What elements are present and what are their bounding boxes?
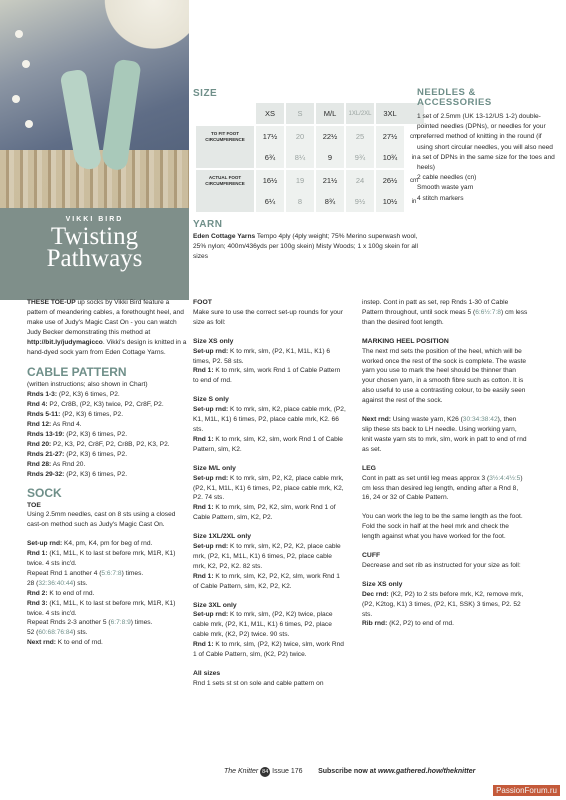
needles-heading (417, 88, 492, 108)
cuff-heading: CUFF (362, 552, 381, 560)
size-value: 20 (285, 126, 315, 147)
size-value: 17½ (255, 126, 285, 147)
heading-line: NEEDLES & (417, 87, 476, 98)
size-value: 8¾ (315, 191, 345, 212)
needles-text (417, 112, 557, 204)
size-heading: Size XS only (362, 580, 403, 588)
size-value: 8 (285, 191, 315, 212)
column-3 (362, 298, 528, 629)
all-sizes-text: Rnd 1 sets st st on sole and cable pattern on (193, 679, 324, 687)
size-header: 3XL (375, 103, 404, 124)
instruction: Rib rnd: (K2, P2) to end of rnd. (362, 620, 454, 628)
title-banner (0, 208, 189, 300)
size-header: 1XL/2XL (345, 103, 375, 124)
instruction: Dec rnd: (K2, P2) to 2 sts before mrk, K2, remove mrk, (P2, K2tog, K1) 3 times, (P2, K1, SSK) 3 times, P2. 52 sts. (362, 590, 524, 618)
size-header: M/L (315, 103, 345, 124)
instruction: Set-up rnd: K to mrk, slm, K2, place cable mrk, (P2, K1, M1L, K1) 6 times, P2, place cable mrk, K2. 66 sts. (193, 406, 346, 433)
accessory-item: 2 cable needles (cn) (417, 174, 477, 182)
size-value: 24 (345, 170, 375, 191)
yarn-name: Eden Cottage Yarns (193, 233, 256, 240)
instruction: Rnd 2: K to end of rnd. (27, 589, 95, 597)
yarn-heading: YARN (193, 219, 223, 230)
hero-photo (0, 0, 189, 208)
size-value: 8¼ (285, 147, 315, 168)
size-value: 27½ (375, 126, 404, 147)
leg-heading: LEG (362, 464, 376, 472)
size-heading: Size M/L only (193, 464, 236, 472)
cable-row: Rnds 13-19: (P2, K3) 6 times, P2. (27, 430, 128, 438)
size-value: 9 (315, 147, 345, 168)
instruction: Rnd 1: K to mrk, slm, (P2, K2) twice, slm, work Rnd 1 of Cable Pattern, slm, (K2, P2) twice. (193, 641, 344, 659)
size-value: 9¾ (345, 147, 375, 168)
size-heading: Size 3XL only (193, 601, 237, 609)
size-value: 26½ (375, 170, 404, 191)
cable-heading: CABLE PATTERN (27, 365, 127, 380)
yarn-text (193, 232, 419, 262)
yarn-details: Tempo 4ply (4ply weight; 75% Merino superwash wool, 25% nylon; 400m/436yds per 100g skein) Misty Woods; 1 x 100g skein for all sizes (193, 233, 418, 260)
instruction: Next rnd: Using waste yarn, K26 (30:34:38:42), then slip these sts back to LH needle. Using working yarn, knit waste yarn sts to mrk, slm, work in patt to end of rnd as set. (362, 416, 527, 453)
leg-text: Cont in patt as set until leg meas approx 3 (3½:4:4½:5) cm less than desired leg length, ending after a Rnd 8, 16, 24 or 32 of Cable Pattern. (362, 474, 523, 502)
instruction: Rnd 3: (K1, M1L, K to last st before mrk, M1R, K1) twice. 4 sts inc'd. (27, 599, 176, 617)
size-heading: Size XS only (193, 337, 234, 345)
flower (12, 95, 20, 103)
row-label (196, 147, 255, 168)
size-value: 6¼ (255, 191, 285, 212)
flower (22, 60, 30, 68)
cable-row: Rnds 21-27: (P2, K3) 6 times, P2. (27, 450, 128, 458)
marking-heading: MARKING HEEL POSITION (362, 337, 449, 345)
pattern-title (0, 223, 189, 272)
heading-line: ACCESSORIES (417, 97, 492, 108)
instruction: Repeat Rnds 2-3 another 5 (6:7:8:9) times. (27, 619, 153, 627)
intro-text: up socks by Vikki Bird feature a pattern of meandering cables, a forethought heel, and make use of Judy's Magic Cast On - you can watch Judy Becker demonstrating this method at (27, 299, 184, 336)
table-row (196, 191, 424, 212)
size-header: XS (255, 103, 285, 124)
subscribe-text: Subscribe now at (318, 768, 378, 775)
instruction: Rnd 1: K to mrk, slm, work Rnd 1 of Cable Pattern to end of rnd. (193, 367, 341, 385)
intro-lead: THESE TOE-UP (27, 299, 76, 306)
toe-text: Using 2.5mm needles, cast on 8 sts using a closed cast-on method such as Judy's Magic Cast On. (27, 511, 176, 529)
column-1 (27, 298, 187, 648)
unit-label: in (411, 198, 417, 205)
instruction: Set-up rnd: K to mrk, slm, P2, K2, place cable mrk, (P2, K1, M1L, K1) 6 times, P2, place cable mrk, K2, P2. 74 sts. (193, 474, 344, 502)
cable-note: (written instructions; also shown in Chart) (27, 381, 148, 389)
instruction: Rnd 1: (K1, M1L, K to last st before mrk, M1R, K1) twice. 4 sts inc'd. (27, 550, 176, 568)
lace-shawl (100, 0, 189, 60)
cable-row: Rnd 20: P2, K3, P2, Cr8F, P2, Cr8B, P2, K3, P2. (27, 440, 170, 448)
magazine-name: The Knitter (224, 768, 259, 775)
cable-row: Rnd 4: P2, Cr8B, (P2, K3) twice, P2, Cr8F, P2. (27, 401, 164, 409)
toe-heading: TOE (27, 501, 41, 509)
subscribe-link[interactable]: www.gathered.how/theknitter (377, 768, 476, 775)
sock-heading: SOCK (27, 485, 62, 500)
size-value: 25 (345, 126, 375, 147)
size-heading: SIZE (193, 88, 218, 99)
page-footer (224, 767, 544, 777)
foot-heading: FOOT (193, 299, 212, 306)
unit-label: cm (410, 177, 418, 184)
flower (25, 120, 33, 128)
leg-text-2: You can work the leg to be the same length as the foot. Fold the sock in half at the heel mrk and check the length against what you have worked for the foot. (362, 513, 523, 541)
instruction: Set-up rnd: K to mrk, slm, (P2, K1, M1L, K1) 6 times, P2. 58 sts. (193, 347, 331, 365)
cable-row: Rnds 1-3: (P2, K3) 6 times, P2. (27, 391, 120, 399)
designer-byline: VIKKI BIRD (65, 216, 124, 223)
table-row (196, 170, 424, 191)
cont-text: instep. Cont in patt as set, rep Rnds 1-30 of Cable Pattern throughout, until sock meas 5 (6:6½:7:8) cm less than the desired foot length. (362, 299, 528, 326)
size-value: 22½ (315, 126, 345, 147)
accessory-item: Smooth waste yarn (417, 184, 474, 192)
issue-number: Issue 176 (272, 768, 303, 775)
instruction: 52 (60:68:76:84) sts. (27, 629, 88, 637)
intro-link[interactable]: http://bit.ly/judymagicco (27, 338, 103, 346)
accessory-item: 4 stitch markers (417, 194, 464, 202)
instruction: Rnd 1: K to mrk, slm, K2, slm, work Rnd 1 of Cable Pattern, slm, K2. (193, 435, 343, 453)
size-value: 10¾ (375, 147, 404, 168)
cable-row: Rnd 12: As Rnd 4. (27, 421, 82, 429)
all-sizes-heading: All sizes (193, 670, 221, 677)
table-row (196, 126, 424, 147)
instruction: Set-up rnd: K4, pm, K4, pm for beg of rnd. (27, 540, 153, 548)
intro-paragraph (27, 298, 187, 357)
unit-label: cm (410, 133, 418, 140)
size-value: 16½ (255, 170, 285, 191)
instruction: Repeat Rnd 1 another 4 (5:6:7:8) times. (27, 569, 144, 577)
size-heading: Size S only (193, 396, 229, 404)
cable-row: Rnd 28: As Rnd 20. (27, 460, 86, 468)
cuff-text: Decrease and set rib as instructed for your size as foll: (362, 561, 521, 569)
cable-row: Rnds 5-11: (P2, K3) 6 times, P2. (27, 411, 124, 419)
column-2 (193, 298, 346, 689)
size-heading: Size 1XL/2XL only (193, 533, 252, 541)
marking-text: The next rnd sets the position of the heel, which will be worked once the rest of the sock is complete. The waste yarn you use to mark the heel should be thinner than your chosen yarn, in a smooth fibre such as cotton. It is also useful to use a contrasting colour, to be easily seen against the rest of the sock. (362, 347, 527, 405)
foot-text: Make sure to use the correct set-up rounds for your size as foll: (193, 308, 343, 326)
flower (15, 30, 23, 38)
size-value: 9½ (345, 191, 375, 212)
instruction: Rnd 1: K to mrk, slm, K2, P2, K2, slm, work Rnd 1 of Cable Pattern, slm, K2, P2, K2. (193, 572, 340, 590)
instruction: Set-up rnd: K to mrk, slm, K2, P2, K2, place cable mrk, (P2, K1, M1L, K1) 6 times, P2, place cable mrk, K2, P2, K2. 82 sts. (193, 543, 341, 570)
size-header: S (285, 103, 315, 124)
size-value: 10½ (375, 191, 404, 212)
size-value: 21½ (315, 170, 345, 191)
row-label: ACTUAL FOOT CIRCUMFERENCE (196, 170, 255, 191)
title-line: Pathways (46, 245, 143, 272)
size-value: 6¾ (255, 147, 285, 168)
title-line: Twisting (50, 223, 139, 250)
instruction: Rnd 1: K to mrk, slm, P2, K2, slm, work Rnd 1 of Cable Pattern, slm, K2, P2. (193, 504, 336, 522)
watermark: PassionForum.ru (493, 785, 560, 796)
row-label (196, 191, 255, 212)
unit-label: in (411, 154, 417, 161)
page-number: 84 (262, 769, 269, 775)
cable-row: Rnds 29-32: (P2, K3) 6 times, P2. (27, 470, 128, 478)
table-row (196, 147, 424, 168)
instruction: 28 (32:36:40:44) sts. (27, 579, 88, 587)
size-table (196, 103, 424, 212)
row-label: TO FIT FOOT CIRCUMFERENCE (196, 126, 255, 147)
corner-cell (196, 103, 255, 124)
needles-desc: 1 set of 2.5mm (UK 13-12/US 1-2) double-pointed needles (DPNs), or needles for your preferred method of knitting in the round (if using short circular needles, you will also need a set of DPNs in the same size for the toes and heels) (417, 113, 555, 172)
instruction: Next rnd: K to end of rnd. (27, 639, 103, 647)
intro-text: . Vikki's design is knitted in a hand-dyed sock yarn from Eden Cottage Yarns. (27, 338, 187, 356)
size-value: 19 (285, 170, 315, 191)
instruction: Set-up rnd: K to mrk, slm, (P2, K2) twice, place cable mrk, (P2, K1, M1L, K1) 6 times, P2, place cable mrk, (K2, P2) twice. 90 sts. (193, 611, 333, 639)
